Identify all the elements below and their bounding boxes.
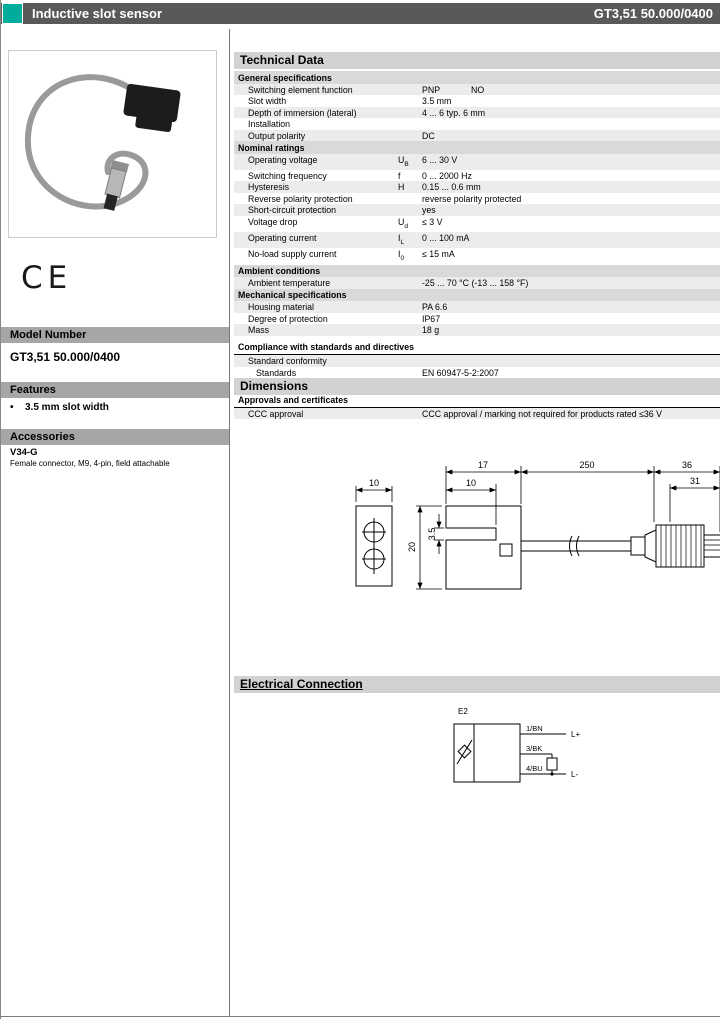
table-row [234, 313, 720, 325]
row-value: CCC approval / marking not required for products rated ≤36 V [422, 408, 663, 419]
table-row [234, 355, 720, 367]
dimensions-drawing [234, 394, 720, 672]
row-value: IP67 [422, 313, 441, 324]
side-view-body [446, 506, 521, 589]
table-row [234, 232, 720, 248]
row-symbol: $U_d$ [398, 216, 408, 230]
row-symbol [398, 85, 422, 95]
row-value: 18 g [422, 325, 440, 335]
table-row [234, 84, 720, 96]
table-row [234, 216, 720, 232]
table-row [234, 130, 720, 142]
table-row [234, 193, 720, 205]
accessory-name: V34-G [10, 447, 38, 458]
dim-connector-length: 36 [681, 460, 693, 470]
dim-front-width: 10 [368, 478, 380, 488]
table-section-header: Nominal ratings [234, 141, 720, 154]
feature-text: 3.5 mm slot width [25, 402, 109, 413]
row-symbol [398, 205, 422, 215]
ce-mark: CE [21, 260, 73, 296]
table-row [234, 324, 720, 336]
row-value [422, 119, 720, 129]
row-symbol [398, 325, 422, 335]
table-section-header: Approvals and certificates [234, 393, 720, 408]
row-symbol [398, 108, 422, 118]
table-row [234, 204, 720, 216]
row-label: Operating voltage [248, 154, 318, 165]
row-value: 0 ... 2000 Hz [422, 170, 472, 181]
row-value: ≤ 15 mA [422, 249, 455, 260]
pin-label-bk: 3/BK [526, 744, 543, 753]
row-symbol [398, 278, 422, 288]
row-label: Slot width [248, 96, 287, 106]
header-bar [1, 3, 720, 24]
table-section-header: Ambient conditions [234, 265, 720, 278]
table-row [234, 154, 720, 170]
row-label: Switching frequency [248, 170, 327, 181]
row-symbol [398, 119, 422, 129]
table-row [234, 118, 720, 130]
row-label: Operating current [248, 233, 317, 243]
table-row [234, 170, 720, 182]
table-section-header: Compliance with standards and directives [234, 341, 720, 356]
row-symbol [398, 96, 422, 106]
row-value: 3.5 mm [422, 96, 452, 106]
dim-cable-length: 250 [579, 460, 595, 470]
row-label: Switching element function [248, 84, 353, 95]
technical-data-header: Technical Data [234, 52, 720, 69]
row-label: No-load supply current [248, 249, 337, 260]
row-symbol: H [398, 182, 405, 193]
model-number-value: GT3,51 50.000/0400 [10, 350, 121, 364]
connector-sleeve [631, 537, 645, 555]
column-divider [229, 29, 230, 1017]
part-number: GT3,51 50.000/0400 [593, 6, 713, 21]
row-value: EN 60947-5-2:2007 [422, 367, 499, 378]
row-value: reverse polarity protected [422, 193, 522, 204]
table-row [234, 181, 720, 193]
row-label: Housing material [248, 302, 315, 312]
row-symbol: $U_B$ [398, 154, 409, 168]
product-photo [8, 50, 217, 238]
dimensions-header: Dimensions [234, 378, 720, 395]
features-header: Features [1, 382, 229, 398]
row-value: PNP [422, 84, 441, 95]
dim-slot-width: 10 [465, 478, 477, 488]
table-row [234, 95, 720, 107]
row-value: 0 ... 100 mA [422, 233, 470, 243]
electrical-connection-diagram [234, 698, 720, 813]
technical-data-table [234, 71, 720, 419]
row-symbol: f [398, 170, 401, 181]
row-value: PA 6.6 [422, 302, 448, 312]
row-label: Reverse polarity protection [248, 193, 353, 204]
page-bottom-rule [1, 1016, 720, 1017]
accessories-header: Accessories [1, 429, 229, 445]
table-section-header: General specifications [234, 71, 720, 84]
row-value: 6 ... 30 V [422, 154, 458, 165]
terminal-l-minus: L- [571, 770, 579, 779]
connector-thread [704, 535, 720, 557]
pin-label-bu: 4/BU [526, 764, 543, 773]
sensor-body [123, 83, 181, 132]
table-row [234, 248, 720, 264]
row-label: Standards [256, 367, 297, 378]
row-symbol: $I_L$ [398, 233, 405, 246]
row-label: Standard conformity [248, 356, 327, 366]
row-value: DC [422, 130, 435, 141]
row-symbol [398, 314, 422, 324]
feature-item [10, 402, 109, 413]
table-section-header: Mechanical specifications [234, 289, 720, 302]
pin-label-bn: 1/BN [526, 724, 543, 733]
load-symbol [547, 758, 557, 770]
row-label: Installation [248, 119, 291, 129]
row-symbol [398, 356, 422, 366]
dim-thread-length: 31 [689, 476, 701, 486]
product-photo-image [9, 51, 216, 237]
page-title: Inductive slot sensor [32, 6, 163, 21]
terminal-l-plus: L+ [571, 730, 581, 739]
row-label: Output polarity [248, 130, 306, 141]
row-value: ≤ 3 V [422, 216, 443, 227]
row-label: Hysteresis [248, 182, 290, 193]
dim-slot-height: 3.5 [427, 527, 437, 541]
row-value: 0.15 ... 0.6 mm [422, 182, 481, 193]
row-label: Short-circuit protection [248, 205, 337, 216]
row-label: CCC approval [248, 408, 304, 419]
row-symbol [398, 194, 422, 204]
row-symbol [398, 131, 422, 141]
row-value: -25 ... 70 °C (-13 ... 158 °F) [422, 278, 529, 288]
table-row [234, 107, 720, 119]
brand-accent-square [3, 4, 22, 23]
model-number-header: Model Number [1, 327, 229, 343]
row-label: Ambient temperature [248, 278, 331, 288]
accessory-description: Female connector, M9, 4-pin, field attachable [10, 459, 170, 468]
row-label: Depth of immersion (lateral) [248, 107, 357, 118]
row-value-2: NO [471, 84, 485, 95]
bullet-icon: • [10, 402, 14, 413]
row-symbol: $I_0$ [398, 249, 405, 262]
row-label: Mass [248, 325, 270, 335]
table-row [234, 277, 720, 289]
electrical-connection-header: Electrical Connection [234, 676, 720, 693]
sensor-face-detail [500, 544, 512, 556]
row-value: 4 ... 6 typ. 6 mm [422, 107, 486, 118]
row-label: Voltage drop [248, 216, 298, 227]
row-label: Degree of protection [248, 313, 328, 324]
connector-knurl [656, 525, 704, 567]
dim-body-height: 20 [407, 541, 417, 553]
row-symbol [398, 302, 422, 312]
row-value: yes [422, 205, 436, 216]
diagram-id: E2 [458, 707, 468, 716]
junction-dot [550, 772, 553, 775]
dim-body-width: 17 [477, 460, 489, 470]
row-value [422, 356, 720, 366]
table-row [234, 301, 720, 313]
